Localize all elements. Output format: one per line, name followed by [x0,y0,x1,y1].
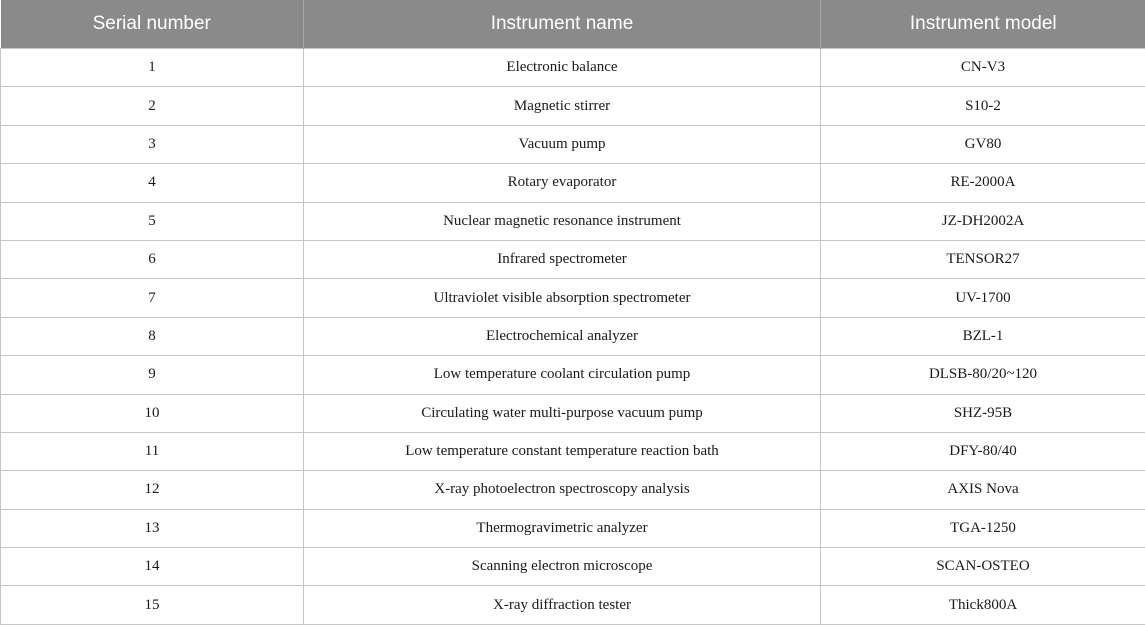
table-row [1,317,1145,355]
cell-serial-number: 2 [1,87,304,125]
table-body [1,49,1145,625]
cell-instrument-name: Vacuum pump [304,125,821,163]
cell-serial-number: 15 [1,586,304,624]
table-row [1,471,1145,509]
cell-instrument-model: DLSB-80/20~120 [821,356,1145,394]
cell-instrument-model: JZ-DH2002A [821,202,1145,240]
cell-serial-number: 13 [1,509,304,547]
cell-instrument-model: TENSOR27 [821,240,1145,278]
cell-serial-number: 10 [1,394,304,432]
cell-instrument-name: Electronic balance [304,49,821,87]
cell-instrument-model: AXIS Nova [821,471,1145,509]
header-row [1,0,1145,49]
cell-serial-number: 11 [1,432,304,470]
table-header [1,0,1145,49]
cell-instrument-model: DFY-80/40 [821,432,1145,470]
table-row [1,49,1145,87]
table-row [1,509,1145,547]
table-row [1,202,1145,240]
cell-instrument-name: Infrared spectrometer [304,240,821,278]
cell-instrument-name: Low temperature constant temperature reaction bath [304,432,821,470]
cell-instrument-model: CN-V3 [821,49,1145,87]
cell-instrument-name: Thermogravimetric analyzer [304,509,821,547]
cell-instrument-model: SCAN-OSTEO [821,548,1145,586]
table-row [1,548,1145,586]
cell-instrument-model: SHZ-95B [821,394,1145,432]
cell-serial-number: 7 [1,279,304,317]
table-row [1,586,1145,624]
cell-serial-number: 12 [1,471,304,509]
cell-serial-number: 14 [1,548,304,586]
cell-serial-number: 1 [1,49,304,87]
cell-instrument-name: Scanning electron microscope [304,548,821,586]
cell-instrument-model: RE-2000A [821,164,1145,202]
cell-instrument-name: Circulating water multi-purpose vacuum pump [304,394,821,432]
table-row [1,240,1145,278]
header-serial-number: Serial number [1,0,304,49]
cell-instrument-name: Electrochemical analyzer [304,317,821,355]
cell-instrument-name: Low temperature coolant circulation pump [304,356,821,394]
cell-instrument-model: GV80 [821,125,1145,163]
cell-instrument-name: X-ray diffraction tester [304,586,821,624]
table-row [1,164,1145,202]
cell-instrument-model: UV-1700 [821,279,1145,317]
cell-serial-number: 6 [1,240,304,278]
cell-instrument-name: X-ray photoelectron spectroscopy analysis [304,471,821,509]
cell-instrument-name: Rotary evaporator [304,164,821,202]
table-row [1,394,1145,432]
header-instrument-name: Instrument name [304,0,821,49]
cell-instrument-model: Thick800A [821,586,1145,624]
table-row [1,125,1145,163]
cell-instrument-model: S10-2 [821,87,1145,125]
cell-serial-number: 8 [1,317,304,355]
cell-serial-number: 3 [1,125,304,163]
cell-instrument-name: Ultraviolet visible absorption spectrometer [304,279,821,317]
cell-instrument-name: Nuclear magnetic resonance instrument [304,202,821,240]
cell-serial-number: 4 [1,164,304,202]
table-row [1,87,1145,125]
table-row [1,279,1145,317]
cell-serial-number: 5 [1,202,304,240]
table-row [1,356,1145,394]
cell-instrument-model: BZL-1 [821,317,1145,355]
cell-instrument-name: Magnetic stirrer [304,87,821,125]
cell-serial-number: 9 [1,356,304,394]
cell-instrument-model: TGA-1250 [821,509,1145,547]
header-instrument-model: Instrument model [821,0,1145,49]
table-row [1,432,1145,470]
